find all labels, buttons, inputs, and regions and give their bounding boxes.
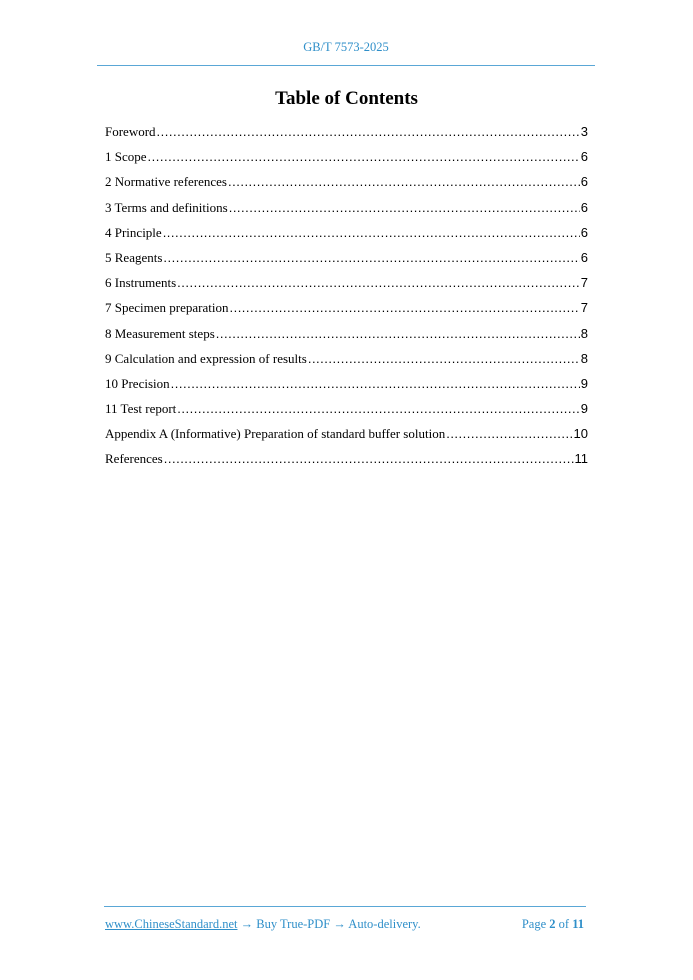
toc-dot-leader <box>177 275 580 290</box>
toc-entry-label: 1 Scope <box>105 149 147 165</box>
toc-entry-label: Appendix A (Informative) Preparation of standard buffer solution <box>105 426 446 442</box>
toc-entry-label: 7 Specimen preparation <box>105 300 229 316</box>
toc-dot-leader <box>229 200 580 215</box>
toc-entry-label: 3 Terms and definitions <box>105 199 228 215</box>
toc-dot-leader <box>163 225 580 240</box>
toc-entry-instruments[interactable] <box>105 275 588 300</box>
toc-entry-test-report[interactable] <box>105 401 588 426</box>
toc-entry-label: 10 Precision <box>105 375 170 391</box>
table-of-contents <box>105 124 588 477</box>
toc-entry-specimen-preparation[interactable] <box>105 300 588 325</box>
toc-page-number: 9 <box>580 401 588 417</box>
toc-entry-label: 11 Test report <box>105 401 177 417</box>
toc-entry-label: 6 Instruments <box>105 275 177 291</box>
toc-entry-principle[interactable] <box>105 225 588 250</box>
footer-divider <box>104 906 586 907</box>
toc-page-number: 7 <box>580 300 588 316</box>
toc-page-number: 11 <box>574 451 588 467</box>
toc-dot-leader <box>229 300 579 315</box>
toc-entry-appendix-a[interactable] <box>105 426 588 451</box>
toc-dot-leader <box>157 124 580 139</box>
toc-entry-label: References <box>105 451 163 467</box>
toc-entry-normative-references[interactable] <box>105 174 588 199</box>
toc-page-number: 6 <box>580 174 588 190</box>
toc-entry-terms-and-definitions[interactable] <box>105 200 588 225</box>
page-of: of <box>558 917 570 931</box>
toc-dot-leader <box>164 451 574 466</box>
toc-entry-label: 2 Normative references <box>105 174 227 190</box>
toc-dot-leader <box>163 250 579 265</box>
toc-page-number: 6 <box>580 249 588 265</box>
toc-entry-label: 9 Calculation and expression of results <box>105 350 307 366</box>
toc-entry-label: 5 Reagents <box>105 249 163 265</box>
toc-entry-label: Foreword <box>105 124 156 139</box>
toc-page-number: 9 <box>580 375 588 391</box>
toc-dot-leader <box>171 376 580 391</box>
toc-dot-leader <box>228 174 580 189</box>
toc-entry-references[interactable] <box>105 451 588 476</box>
toc-page-number: 6 <box>580 224 588 240</box>
toc-entry-reagents[interactable] <box>105 250 588 275</box>
current-page-number: 2 <box>549 917 556 931</box>
toc-dot-leader <box>216 326 580 341</box>
toc-entry-measurement-steps[interactable] <box>105 326 588 351</box>
toc-page-number: 7 <box>580 275 588 291</box>
toc-dot-leader <box>446 426 572 441</box>
header-divider <box>97 65 595 66</box>
toc-dot-leader <box>308 351 580 366</box>
toc-entry-foreword[interactable] <box>105 124 588 149</box>
toc-entry-label: 8 Measurement steps <box>105 325 215 341</box>
toc-entry-calculation-and-expression-of-results[interactable] <box>105 351 588 376</box>
page-prefix: Page <box>521 917 547 931</box>
site-link[interactable]: www.ChineseStandard.net <box>105 917 238 931</box>
footer-promo <box>105 917 421 932</box>
toc-dot-leader <box>177 401 579 416</box>
running-header: GB/T 7573-2025 <box>303 40 389 54</box>
toc-page-number: 8 <box>580 325 588 341</box>
toc-dot-leader <box>148 149 580 164</box>
toc-page-number: 8 <box>580 350 588 366</box>
toc-page-number: 6 <box>580 149 588 165</box>
toc-page-number: 10 <box>573 426 588 442</box>
toc-page-number: 6 <box>580 199 588 215</box>
total-page-count: 11 <box>572 917 584 931</box>
toc-entry-precision[interactable] <box>105 376 588 401</box>
page-title: Table of Contents <box>275 88 418 109</box>
promo-text: → Buy True-PDF → Auto-delivery. <box>237 917 421 931</box>
toc-page-number: 3 <box>580 124 588 139</box>
toc-entry-scope[interactable] <box>105 149 588 174</box>
toc-entry-label: 4 Principle <box>105 224 162 240</box>
page-indicator <box>522 917 584 932</box>
